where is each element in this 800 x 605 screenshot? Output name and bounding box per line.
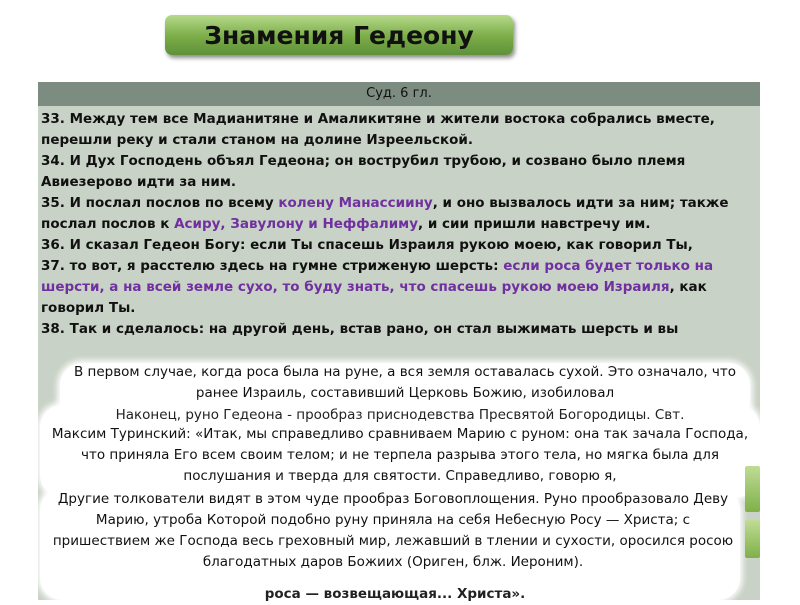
verse-37: 37. то вот, я расстелю здесь на гумне стриженую шерсть: если роса будет только на шерсти, а на всей земле сухо, то буду знать, что спасешь рукою моею Израиля, как говорил Ты.	[41, 258, 714, 316]
verse-35: 35. И послал послов по всему колену Манассиину, и оно вызвалось идти за ним; также послал послов к Асиру, Завулону и Неффалиму, и сии пришли навстречу им.	[41, 195, 729, 232]
page-title: Знамения Гедеону	[204, 20, 474, 50]
callout-mid-under-text: Наконец, руно Гедеона - прообраз приснодевства Пресвятой Богородицы. Свт.	[115, 407, 685, 423]
panel-header: Суд. 6 гл.	[38, 82, 760, 106]
highlight-manasseh: колену Манассиину	[278, 195, 433, 211]
title-banner	[165, 15, 513, 55]
verse-38: 38. Так и сделалось: на другой день, встав рано, он стал выжимать шерсть и вы	[41, 321, 679, 337]
callout-bottom-text: Другие толкователи видят в этом чуде прообраз Боговоплощения. Руно прообразовало Деву Марию, утроба Которой подобно руну приняла на себя Небесную Росу — Христа; с пришествием же Господа весь греховный мир, лежавший в тлении и сухости, оросился росою благодатных даров Божиих (Ориген, блж. Иероним).	[52, 491, 734, 570]
callout-bottom-under-text: роса — возвещающая... Христа».	[264, 586, 526, 602]
callout-mid-text: Максим Туринский: «Итак, мы справедливо сравниваем Марию с руном: она так зачала Господа, что приняла Его всем своим телом; и не терпела разрыва этого тела, но мягка была для послушания и тверда для святости. Справедливо, говорю я,	[51, 426, 749, 484]
callout-top-text: В первом случае, когда роса была на руне, а вся земля оставалась сухой. Это означало, что ранее Израиль, составивший Церковь Божию, изобиловал	[73, 364, 737, 401]
highlight-tribes: Асиру, Завулону и Неффалиму	[174, 216, 418, 232]
green-accent-bar-1	[745, 466, 760, 512]
verses	[38, 106, 760, 340]
highlight-dew-sign: если роса будет только на шерсти, а на всей земле сухо, то буду знать, что спасешь рукою моею Израиля	[41, 258, 714, 295]
verse-34: 34. И Дух Господень объял Гедеона; он вострубил трубою, и созвано было племя Авиезерово идти за ним.	[41, 153, 686, 190]
verse-33: 33. Между тем все Мадианитяне и Амаликитяне и жители востока собрались вместе, перешли реку и стали станом на долине Изреельской.	[41, 111, 715, 148]
green-accent-bar-2	[745, 520, 760, 558]
verse-36: 36. И сказал Гедеон Богу: если Ты спасешь Израиля рукою моею, как говорил Ты,	[41, 237, 693, 253]
